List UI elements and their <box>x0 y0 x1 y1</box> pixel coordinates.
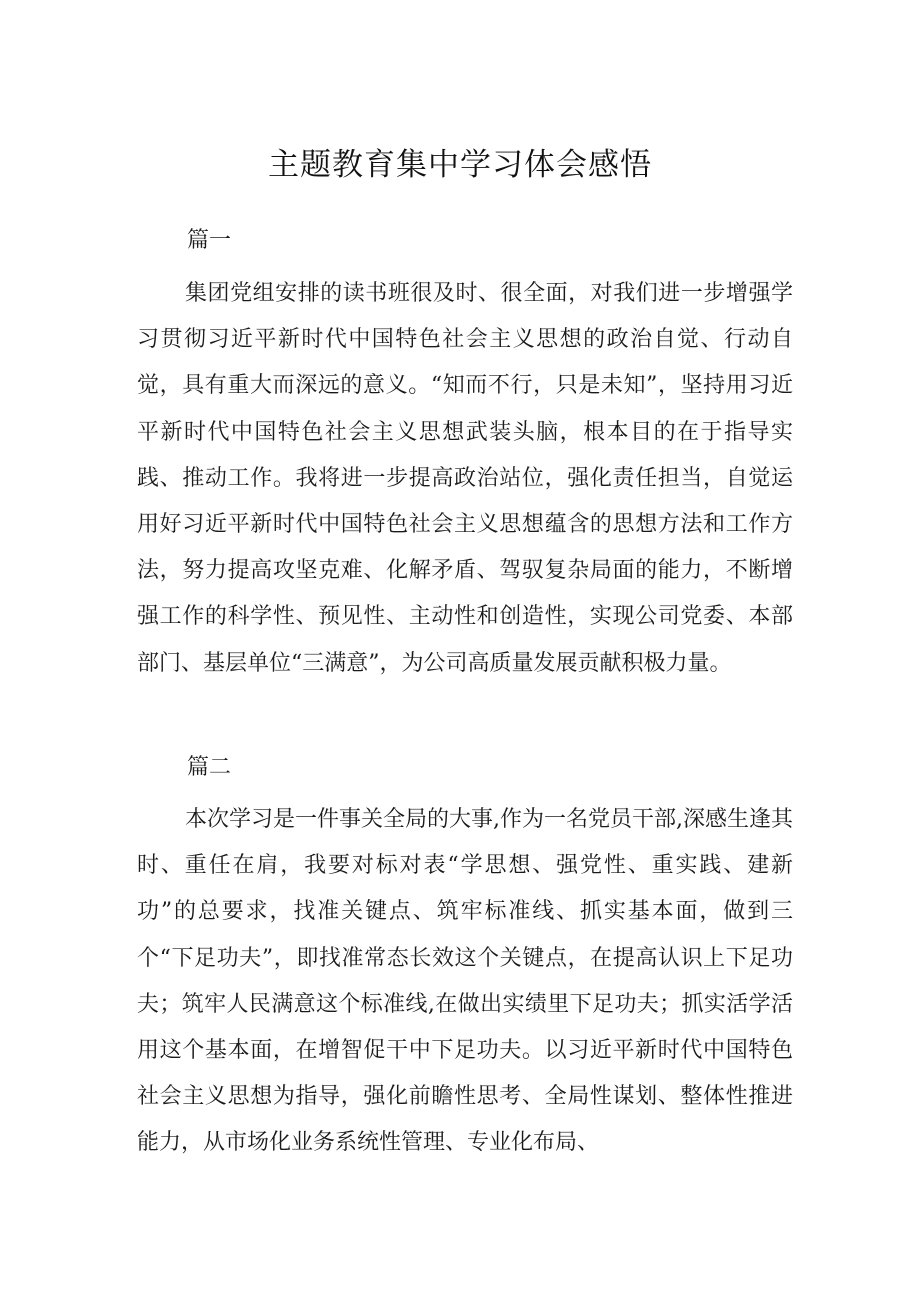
section-paragraph-2: 本次学习是一件事关全局的大事,作为一名党员干部,深感生逢其时、重任在肩，我要对标对表“学思想、强党性、重实践、建新功”的总要求，找准关键点、筑牢标准线、抓实基本面，做到三个“下足功夫”，即找准常态长效这个关键点，在提高认识上下足功夫；筑牢人民满意这个标准线,在做出实绩里下足功夫；抓实活学活用这个基本面，在增智促干中下足功夫。以习近平新时代中国特色社会主义思想为指导，强化前瞻性思考、全局性谋划、整体性推进能力，从市场化业务系统性管理、专业化布局、 <box>137 807 793 1156</box>
section-paragraph-1: 集团党组安排的读书班很及时、很全面，对我们进一步增强学习贯彻习近平新时代中国特色社会主义思想的政治自觉、行动自觉，具有重大而深远的意义。“知而不行，只是未知”，坚持用习近平新时代中国特色社会主义思想武装头脑，根本目的在于指导实践、推动工作。我将进一步提高政治站位，强化责任担当，自觉运用好习近平新时代中国特色社会主义思想蕴含的思想方法和工作方法，努力提高攻坚克难、化解矛盾、驾驭复杂局面的能力，不断增强工作的科学性、预见性、主动性和创造性，实现公司党委、本部部门、基层单位“三满意”，为公司高质量发展贡献积极力量。 <box>137 281 793 676</box>
section-label-1: 篇一 <box>187 228 232 253</box>
document-title: 主题教育集中学习体会感悟 <box>268 147 652 183</box>
section-label-2: 篇二 <box>187 755 232 780</box>
